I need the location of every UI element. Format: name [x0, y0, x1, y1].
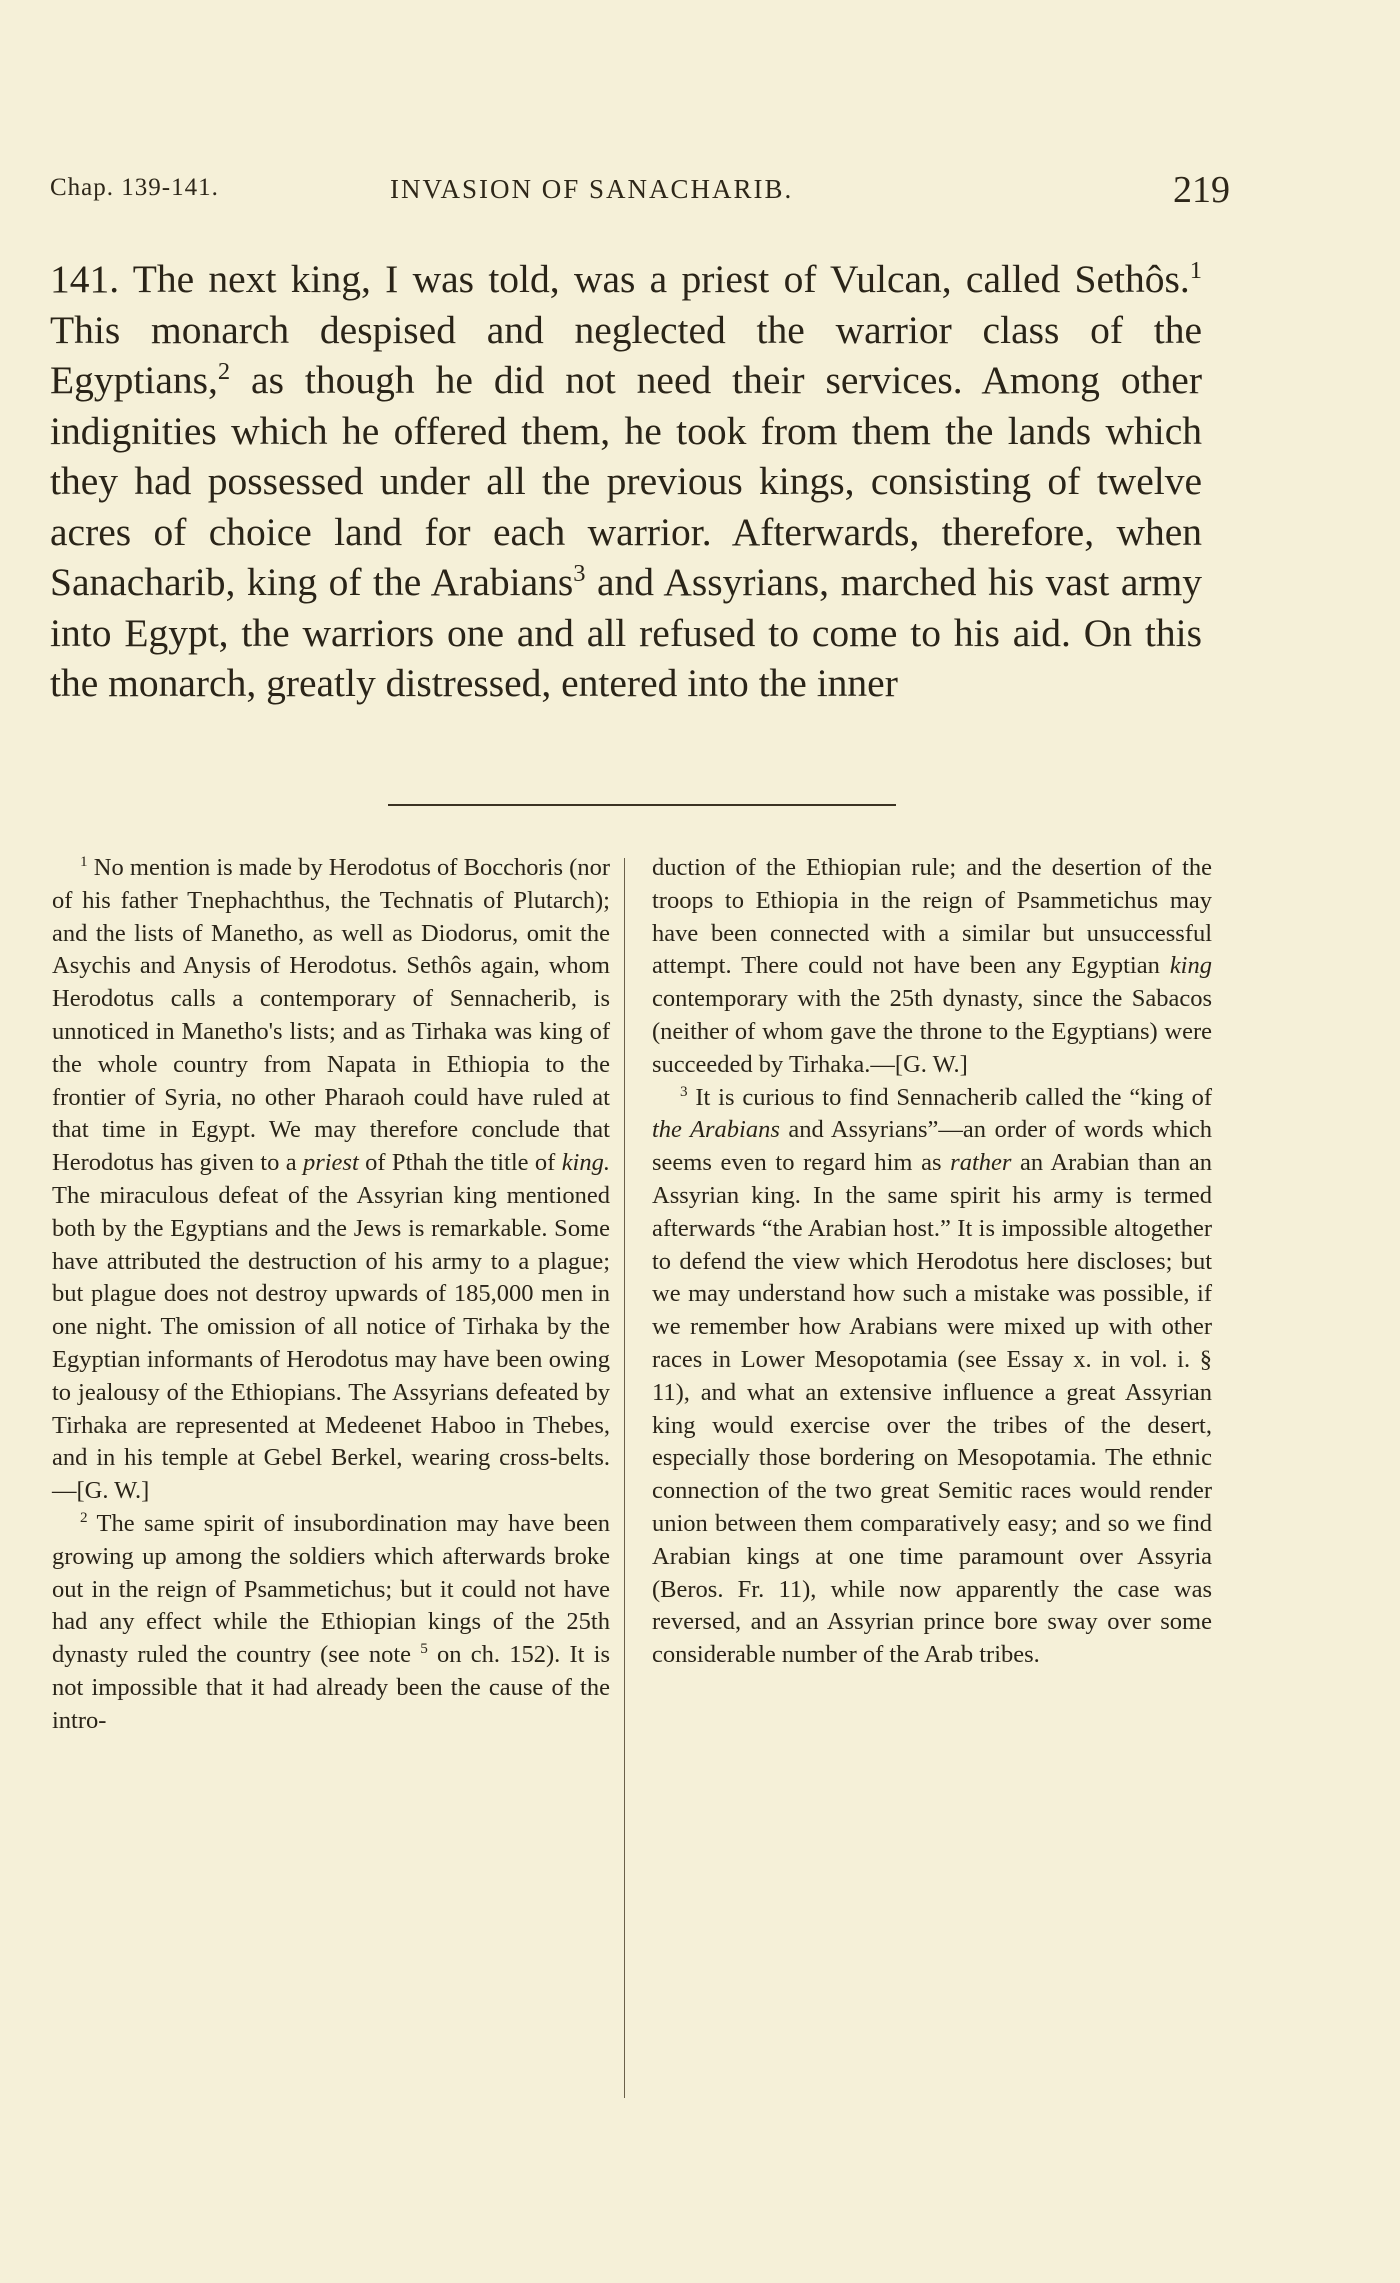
column-divider — [624, 858, 625, 2098]
footnote-1-em-king: king. — [561, 1149, 610, 1177]
page-number: 219 — [1173, 169, 1230, 211]
footnote-2-text-b-head: on ch. 152). It is not impossible that it had already been the cause of the intro- — [52, 1641, 611, 1734]
main-text-b: This monarch despised and neglected the warrior class of the Egyptians, — [50, 307, 1202, 402]
footnote-1 — [52, 852, 610, 1508]
footnote-2-text-c: contemporary with the 25th dynasty, since the Sabacos (neither of whom gave the throne to the Egyptians) were succeeded by Tirhaka.—[G. W.] — [652, 985, 1212, 1078]
footnote-ref-2: 2 — [217, 357, 231, 385]
footnote-2 — [52, 1508, 610, 1738]
footnote-3-text-c: an Arabian than an Assyrian king. In the same spirit his army is termed afterwards “the Arabian host.” It is impossible altogether to defend the view which Herodotus here discloses; but we may understand how such a mistake was possible, if we remember how Arabians were mixed up with other races in Lower Mesopotamia (see Essay x. in vol. i. § 11), and what an extensive influence a great Assyrian king would exercise over the tribes of the desert, especially those bordering on Mesopotamia. The ethnic connection of the two great Semitic races would render union between them comparatively easy; and so we find Arabian kings at one time paramount over Assyria (Beros. Fr. 11), while now apparently the case was reversed, and an Assyrian prince bore sway over some considerable number of the Arab tribes. — [652, 1149, 1212, 1669]
footnote-ref-3: 3 — [573, 559, 586, 587]
chapter-label: Chap. 139-141. — [50, 174, 219, 201]
footnote-2-continued — [652, 852, 1212, 1082]
footnote-2-em-king: king — [1169, 952, 1212, 980]
footnote-1-em-priest: priest — [302, 1149, 359, 1177]
footnote-3-text-a: It is curious to find Sennacherib called the “king of — [687, 1083, 1212, 1111]
footnote-2-note-ref: 5 — [420, 1639, 428, 1657]
footnote-3-em-arabians: the Arabians — [652, 1116, 780, 1144]
footnote-2-marker: 2 — [80, 1508, 88, 1526]
footnote-3-em-rather: rather — [950, 1149, 1012, 1177]
running-header — [50, 168, 1230, 218]
footnote-1-text-c: The miraculous defeat of the Assyrian king mentioned both by the Egyptians and the Jews is remarkable. Some have attributed the destruction of his army to a plague; but plague does not destroy upwards of 185,000 men in one night. The omission of all notice of Tirhaka by the Egyptian informants of Herodotus may have been owing to jealousy of the Ethiopians. The Assyrians defeated by Tirhaka are represented at Medeenet Haboo in Thebes, and in his temple at Gebel Berkel, wearing cross-belts.—[G. W.] — [52, 1181, 610, 1505]
footnote-separator-rule — [388, 804, 896, 806]
footnote-2-text-b: duction of the Ethiopian rule; and the desertion of the troops to Ethiopia in the reign of Psammetichus may have been connected with a similar but unsuccessful attempt. There could not have been any Egyptian — [652, 854, 1212, 980]
main-text-d: and Assyrians, marched his vast army into Egypt, the warriors one and all refused to come to his aid. On this the monarch, greatly distressed, entered into the inner — [50, 560, 1202, 705]
footnote-2-text-a: The same spirit of insubordination may have been growing up among the soldiers which afterwards broke out in the reign of Psammetichus; but it could not have had any effect while the Ethiopian kings of the 25th dynasty ruled the country (see note — [52, 1509, 610, 1669]
footnote-1-text-a: No mention is made by Herodotus of Bocchoris (nor of his father Tnephachthus, the Technatis of Plutarch); and the lists of Manetho, as well as Diodorus, omit the Asychis and Anysis of Herodotus. Sethôs again, whom Herodotus calls a contemporary of Sennacherib, is unnoticed in Manetho's lists; and as Tirhaka was king of the whole country from Napata in Ethiopia to the frontier of Syria, no other Pharaoh could have ruled at that time in Egypt. We may therefore conclude that Herodotus has given to a — [52, 854, 610, 1177]
page-title: INVASION OF SANACHARIB. — [390, 174, 794, 204]
footnotes-left-column — [52, 852, 610, 1738]
main-paragraph — [50, 254, 1202, 709]
footnote-ref-1: 1 — [1189, 256, 1202, 284]
footnote-1-text-b: of Pthah the title of — [358, 1149, 562, 1177]
footnotes-right-column — [652, 852, 1212, 1672]
main-text-a: 141. The next king, I was told, was a priest of Vulcan, called Sethôs. — [50, 257, 1190, 301]
footnote-3-marker: 3 — [680, 1082, 688, 1100]
footnote-1-marker: 1 — [80, 852, 88, 870]
main-text-c: as though he did not need their services. Among other indignities which he offered them, he took from them the lands which they had possessed under all the previous kings, consisting of twelve acres of choice land for each warrior. Afterwards, therefore, when Sanacharib, king of the Arabians — [50, 358, 1202, 604]
footnote-3-text-b: and Assyrians”—an order of words which seems even to regard him as — [652, 1116, 1212, 1177]
footnote-3 — [652, 1082, 1212, 1672]
